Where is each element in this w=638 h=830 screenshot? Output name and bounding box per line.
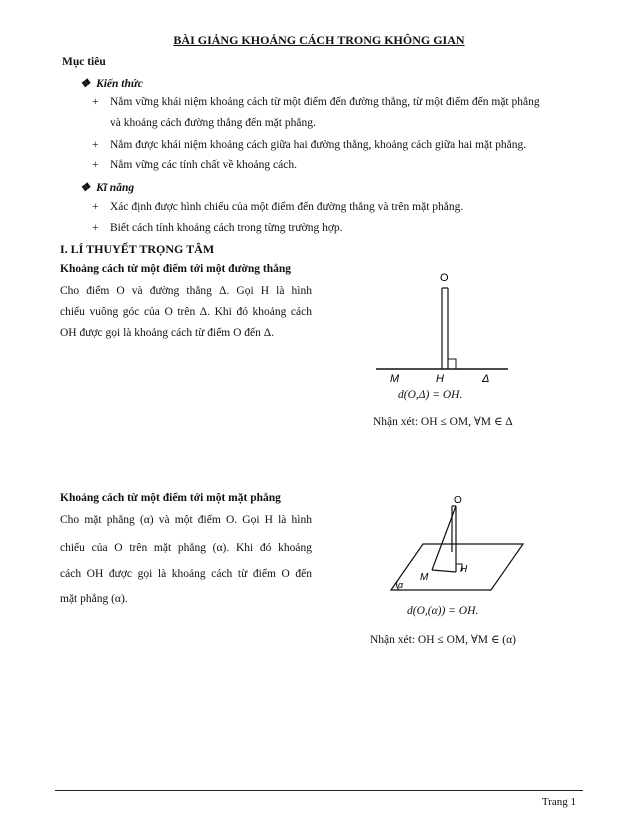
knowledge-item-2: + Nắm được khái niệm khoảng cách giữa hai đường thẳng, khoảng cách giữa hai mặt phẳng. [92, 139, 527, 151]
label-o: O [440, 272, 449, 284]
sub2-line-3: cách OH được gọi là khoảng cách từ điểm O đến [60, 568, 312, 580]
label-o: O [454, 495, 462, 506]
sub1-line-3: OH được gọi là khoảng cách từ điểm O đến Δ. [60, 327, 275, 339]
diamond-bullet-icon: ❖ [80, 78, 91, 90]
footer-divider [55, 790, 583, 791]
plus-bullet-icon: + [92, 222, 99, 234]
knowledge-heading: ❖ Kiến thức [80, 78, 143, 90]
label-h: H [460, 564, 468, 575]
page-number: Trang 1 [541, 796, 576, 808]
sub2-formula: d(O,(α)) = OH. [407, 605, 479, 617]
skills-heading: ❖ Kĩ năng [80, 182, 135, 194]
skills-item-2: + Biết cách tính khoảng cách trong từng trường hợp. [92, 222, 343, 234]
plus-bullet-icon: + [92, 96, 99, 108]
sub2-line-4: mặt phẳng (α). [60, 593, 128, 605]
segment-mh [432, 570, 456, 572]
plane-alpha [391, 544, 523, 590]
sub1-line-1: Cho điểm O và đường thẳng Δ. Gọi H là hình [60, 285, 312, 297]
sub2-heading: Khoảng cách từ một điểm tới một mặt phẳng [60, 492, 281, 504]
sub2-line-1: Cho mặt phẳng (α) và một điểm O. Gọi H là hình [60, 514, 312, 526]
page-title: BÀI GIẢNG KHOẢNG CÁCH TRONG KHÔNG GIAN [173, 33, 465, 47]
label-delta: Δ [482, 373, 490, 385]
label-m: M [390, 373, 400, 385]
sub1-formula: d(O,Δ) = OH. [398, 389, 463, 401]
skills-item-1: + Xác định được hình chiếu của một điểm đến đường thẳng và trên mặt phẳng. [92, 201, 464, 213]
knowledge-item-1: + Nắm vững khái niệm khoảng cách từ một điểm đến đường thẳng, từ một điểm đến mặt phẳng [92, 96, 540, 108]
sub1-heading: Khoảng cách từ một điểm tới một đường thẳng [60, 263, 291, 275]
right-angle-mark [448, 359, 456, 369]
label-alpha: α [398, 580, 404, 590]
point-plane-distance-figure [385, 492, 530, 600]
objectives-heading: Mục tiêu [62, 56, 106, 68]
knowledge-item-3: + Nắm vững các tính chất về khoảng cách. [92, 159, 297, 171]
point-line-distance-figure [368, 266, 518, 388]
sub2-line-2: chiếu của O trên mặt phẳng (α). Khi đó khoảng [60, 542, 312, 554]
sub2-remark: Nhận xét: OH ≤ OM, ∀M ∈ (α) [370, 634, 516, 646]
plus-bullet-icon: + [92, 139, 99, 151]
label-m: M [420, 572, 429, 583]
diamond-bullet-icon: ❖ [80, 182, 91, 194]
plus-bullet-icon: + [92, 201, 99, 213]
sub1-line-2: chiếu vuông góc của O trên Δ. Khi đó khoảng cách [60, 306, 312, 318]
label-h: H [436, 373, 444, 385]
knowledge-item-1-cont: và khoảng cách đường thẳng đến mặt phẳng. [110, 117, 316, 129]
sub1-remark: Nhận xét: OH ≤ OM, ∀M ∈ Δ [373, 416, 513, 428]
plus-bullet-icon: + [92, 159, 99, 171]
section-heading: I. LÍ THUYẾT TRỌNG TÂM [60, 242, 215, 256]
